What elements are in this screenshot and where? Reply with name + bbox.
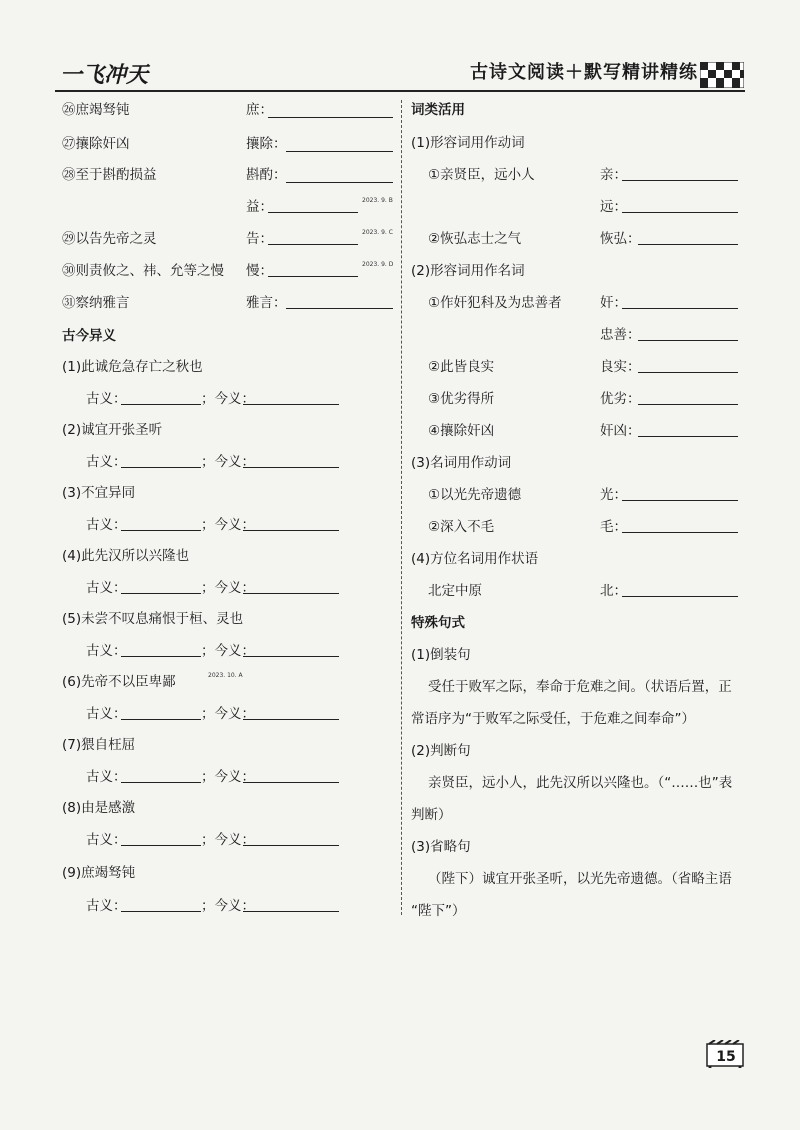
- header-rule: [55, 90, 745, 92]
- gu-answer-line[interactable]: [121, 467, 201, 468]
- section-heading-teshu: 特殊句式: [411, 615, 465, 631]
- field-label: 雅言：: [246, 295, 287, 311]
- answer-line[interactable]: [286, 308, 393, 309]
- jin-label: ；今义：: [201, 454, 255, 470]
- subsection-title: (1)倒装句: [411, 647, 471, 663]
- gu-answer-line[interactable]: [121, 719, 201, 720]
- jin-label: ；今义：: [201, 643, 255, 659]
- answer-line[interactable]: [286, 151, 393, 152]
- exam-note: 2023. 9. C: [362, 229, 393, 236]
- answer-line[interactable]: [622, 308, 738, 309]
- field-label: 良实：: [600, 359, 641, 375]
- answer-line[interactable]: [268, 117, 393, 118]
- subsection-title: (1)形容词用作动词: [411, 135, 525, 151]
- gujin-question: (6)先帝不以臣卑鄙: [62, 674, 176, 690]
- field-label: 忠善：: [600, 327, 641, 343]
- field-label: 斟酌：: [246, 167, 287, 183]
- gujin-question: (1)此诚危急存亡之秋也: [62, 359, 203, 375]
- cilei-question: ①以光先帝遗德: [428, 487, 522, 503]
- jin-answer-line[interactable]: [243, 530, 339, 531]
- answer-line[interactable]: [622, 596, 738, 597]
- answer-line[interactable]: [638, 340, 738, 341]
- jin-label: ；今义：: [201, 898, 255, 914]
- series-title: 古诗文阅读＋默写精讲精练: [470, 62, 698, 83]
- section-heading-cilei: 词类活用: [411, 102, 465, 118]
- subsection-title: (2)判断句: [411, 743, 471, 759]
- cilei-question: ③优劣得所: [428, 391, 495, 407]
- answer-line[interactable]: [268, 244, 358, 245]
- gu-answer-line[interactable]: [121, 404, 201, 405]
- gu-label: 古义：: [86, 706, 127, 722]
- list-item-27: ㉗攘除奸凶: [62, 136, 130, 152]
- gu-answer-line[interactable]: [121, 782, 201, 783]
- gu-label: 古义：: [86, 391, 127, 407]
- jin-answer-line[interactable]: [243, 911, 339, 912]
- jin-answer-line[interactable]: [243, 593, 339, 594]
- gu-label: 古义：: [86, 580, 127, 596]
- answer-line[interactable]: [622, 180, 738, 181]
- paragraph-line: “陛下”）: [411, 903, 466, 919]
- cilei-question: ④攘除奸凶: [428, 423, 495, 439]
- jin-answer-line[interactable]: [243, 656, 339, 657]
- list-item-31: ㉛察纳雅言: [62, 295, 130, 311]
- answer-line[interactable]: [638, 372, 738, 373]
- cilei-question: ①亲贤臣，远小人: [428, 167, 535, 183]
- answer-line[interactable]: [638, 404, 738, 405]
- jin-label: ；今义：: [201, 580, 255, 596]
- exam-note: 2023. 9. D: [362, 261, 394, 268]
- paragraph-line: 受任于败军之际，奉命于危难之间。（状语后置，正: [428, 679, 732, 695]
- gu-answer-line[interactable]: [121, 530, 201, 531]
- field-label: 光：: [600, 487, 627, 503]
- list-item-29: ㉙以告先帝之灵: [62, 231, 157, 247]
- jin-label: ；今义：: [201, 832, 255, 848]
- gujin-question: (3)不宜异同: [62, 485, 136, 501]
- answer-line[interactable]: [638, 436, 738, 437]
- paragraph-line: 常语序为“于败军之际受任，于危难之间奉命”）: [411, 711, 695, 727]
- subsection-title: (3)省略句: [411, 839, 471, 855]
- cilei-question: ②此皆良实: [428, 359, 495, 375]
- cilei-question: ①作奸犯科及为忠善者: [428, 295, 562, 311]
- answer-line[interactable]: [622, 532, 738, 533]
- paragraph-line: 亲贤臣，远小人，此先汉所以兴隆也。（“……也”表: [428, 775, 733, 791]
- list-item-26: ㉖庶竭驽钝: [62, 102, 130, 118]
- jin-answer-line[interactable]: [243, 404, 339, 405]
- answer-line[interactable]: [622, 500, 738, 501]
- gu-label: 古义：: [86, 769, 127, 785]
- field-label: 优劣：: [600, 391, 641, 407]
- gu-label: 古义：: [86, 643, 127, 659]
- field-label: 恢弘：: [600, 231, 641, 247]
- subsection-title: (2)形容词用作名词: [411, 263, 525, 279]
- cilei-question: 北定中原: [428, 583, 482, 599]
- field-label: 北：: [600, 583, 627, 599]
- jin-answer-line[interactable]: [243, 782, 339, 783]
- gu-answer-line[interactable]: [121, 911, 201, 912]
- field-label: 远：: [600, 199, 627, 215]
- field-label: 亲：: [600, 167, 627, 183]
- field-label: 攘除：: [246, 136, 287, 152]
- jin-label: ；今义：: [201, 517, 255, 533]
- field-label: 慢：: [246, 263, 273, 279]
- answer-line[interactable]: [622, 212, 738, 213]
- cilei-question: ②恢弘志士之气: [428, 231, 522, 247]
- jin-label: ；今义：: [201, 391, 255, 407]
- answer-line[interactable]: [286, 182, 393, 183]
- cilei-question: ②深入不毛: [428, 519, 495, 535]
- gujin-question: (4)此先汉所以兴隆也: [62, 548, 190, 564]
- paragraph-line: 判断）: [411, 807, 452, 823]
- subsection-title: (4)方位名词用作状语: [411, 551, 539, 567]
- page-number: 15: [716, 1049, 736, 1065]
- gu-answer-line[interactable]: [121, 656, 201, 657]
- checker-decoration-icon: [700, 62, 744, 88]
- gujin-question: (9)庶竭驽钝: [62, 865, 136, 881]
- section-heading-gujin: 古今异义: [62, 328, 116, 344]
- field-label: 益：: [246, 199, 273, 215]
- jin-answer-line[interactable]: [243, 467, 339, 468]
- gujin-question: (2)诚宜开张圣听: [62, 422, 163, 438]
- list-item-28: ㉘至于斟酌损益: [62, 167, 157, 183]
- exam-note: 2023. 9. B: [362, 197, 393, 204]
- column-divider: [401, 100, 402, 915]
- gu-label: 古义：: [86, 454, 127, 470]
- gu-label: 古义：: [86, 517, 127, 533]
- gujin-question: (7)猥自枉屈: [62, 737, 136, 753]
- gujin-question: (8)由是感激: [62, 800, 136, 816]
- field-label: 庶：: [246, 102, 273, 118]
- jin-answer-line[interactable]: [243, 845, 339, 846]
- gu-label: 古义：: [86, 832, 127, 848]
- field-label: 毛：: [600, 519, 627, 535]
- gujin-question: (5)未尝不叹息痛恨于桓、灵也: [62, 611, 244, 627]
- gu-answer-line[interactable]: [121, 593, 201, 594]
- brand-logo: 一飞冲天: [60, 62, 149, 88]
- gu-label: 古义：: [86, 898, 127, 914]
- paragraph-line: （陛下）诚宜开张圣听，以光先帝遗德。（省略主语: [428, 871, 732, 887]
- jin-label: ；今义：: [201, 706, 255, 722]
- answer-line[interactable]: [638, 244, 738, 245]
- gu-answer-line[interactable]: [121, 845, 201, 846]
- jin-label: ；今义：: [201, 769, 255, 785]
- answer-line[interactable]: [268, 276, 358, 277]
- field-label: 奸凶：: [600, 423, 641, 439]
- list-item-30: ㉚则责攸之、祎、允等之慢: [62, 263, 224, 279]
- answer-line[interactable]: [268, 212, 358, 213]
- jin-answer-line[interactable]: [243, 719, 339, 720]
- exam-note: 2023. 10. A: [208, 672, 243, 679]
- field-label: 奸：: [600, 295, 627, 311]
- field-label: 告：: [246, 231, 273, 247]
- subsection-title: (3)名词用作动词: [411, 455, 512, 471]
